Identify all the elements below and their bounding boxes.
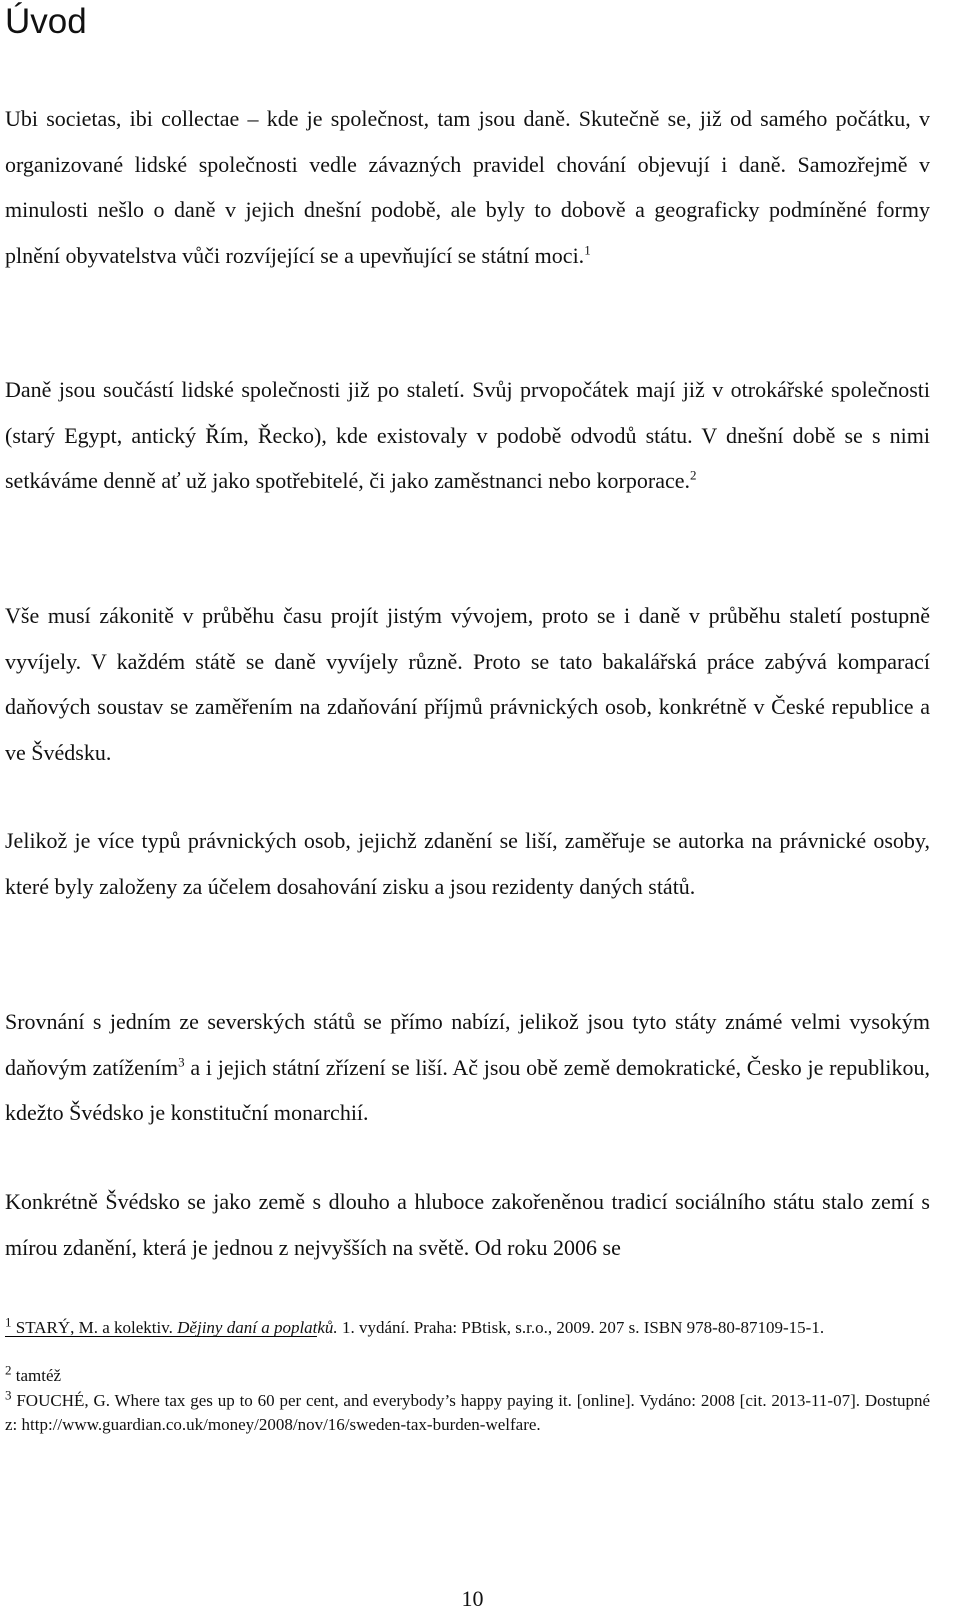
footnote-1-title: Dějiny daní a poplatků. — [177, 1318, 338, 1337]
paragraph-5 — [5, 999, 930, 1136]
paragraph-6-text: Konkrétně Švédsko se jako země s dlouho a hluboce zakořeněnou tradicí sociálního státu stalo zemí s mírou zdanění, která je jednou z nejvyšších na světě. Od roku 2006 se — [5, 1189, 930, 1260]
paragraph-1-text: Ubi societas, ibi collectae – kde je společnost, tam jsou daně. Skutečně se, již od samého počátku, v organizované lidské společnosti vedle závazných pravidel chování objevují i daně. Samozřejmě v minulosti nešlo o daně v jejich dnešní podobě, ale byly to dobově a geograficky podmíněné formy plnění obyvatelstva vůči rozvíjející se a upevňující se státní moci. — [5, 106, 930, 268]
footnote-ref-3[interactable]: 3 — [178, 1054, 185, 1070]
paragraph-4-text: Jelikož je více typů právnických osob, jejichž zdanění se liší, zaměřuje se autorka na právnické osoby, které byly založeny za účelem dosahování zisku a jsou rezidenty daných států. — [5, 828, 930, 899]
page-number: 10 — [461, 1586, 484, 1611]
paragraph-3 — [5, 593, 930, 775]
footnote-2-number: 2 — [5, 1362, 12, 1378]
paragraph-5-text: Srovnání s jedním ze severských států se přímo nabízí, jelikož jsou tyto státy známé velmi vysokým daňovým zatížením — [5, 1009, 930, 1080]
footnote-3-number: 3 — [5, 1387, 12, 1403]
paragraph-1 — [5, 96, 930, 278]
footnote-ref-2[interactable]: 2 — [690, 467, 697, 483]
paragraph-6 — [5, 1179, 930, 1270]
footnote-1-number: 1 — [5, 1314, 12, 1330]
footnote-3-text: FOUCHÉ, G. Where tax ges up to 60 per cent, and everybody’s happy paying it. [online]. Vydáno: 2008 [cit. 2013-11-07]. Dostupné z: http://www.guardian.co.uk/money/2008/nov/16/sweden-tax-burden-welfare. — [5, 1391, 930, 1434]
footnote-3 — [5, 1389, 930, 1437]
paragraph-4 — [5, 818, 930, 909]
footnote-2-text: tamtéž — [15, 1366, 62, 1385]
footnote-2 — [5, 1364, 930, 1388]
paragraph-2-text: Daně jsou součástí lidské společnosti již po staletí. Svůj prvopočátek mají již v otrokářské společnosti (starý Egypt, antický Řím, Řecko), kde existovaly v podobě odvodů státu. V dnešní době se s nimi setkáváme denně ať už jako spotřebitelé, či jako zaměstnanci nebo korporace. — [5, 377, 930, 493]
paragraph-5-after: a i jejich státní zřízení se liší. Ač jsou obě země demokratické, Česko je republikou, kdežto Švédsko je konstituční monarchií. — [5, 1054, 930, 1125]
footnote-ref-1[interactable]: 1 — [584, 242, 591, 258]
paragraph-2 — [5, 367, 930, 504]
paragraph-3-text: Vše musí zákonitě v průběhu času projít jistým vývojem, proto se i daně v průběhu staletí postupně vyvíjely. V každém státě se daně vyvíjely různě. Proto se tato bakalářská práce zabývá komparací daňových soustav se zaměřením na zdaňování příjmů právnických osob, konkrétně v České republice a ve Švédsku. — [5, 603, 930, 765]
footnote-1-text: STARÝ, M. a kolektiv. — [15, 1318, 178, 1337]
footnote-1 — [5, 1316, 930, 1340]
footnote-1-rest: 1. vydání. Praha: PBtisk, s.r.o., 2009. 207 s. ISBN 978-80-87109-15-1. — [337, 1318, 825, 1337]
section-heading: Úvod — [5, 2, 87, 41]
